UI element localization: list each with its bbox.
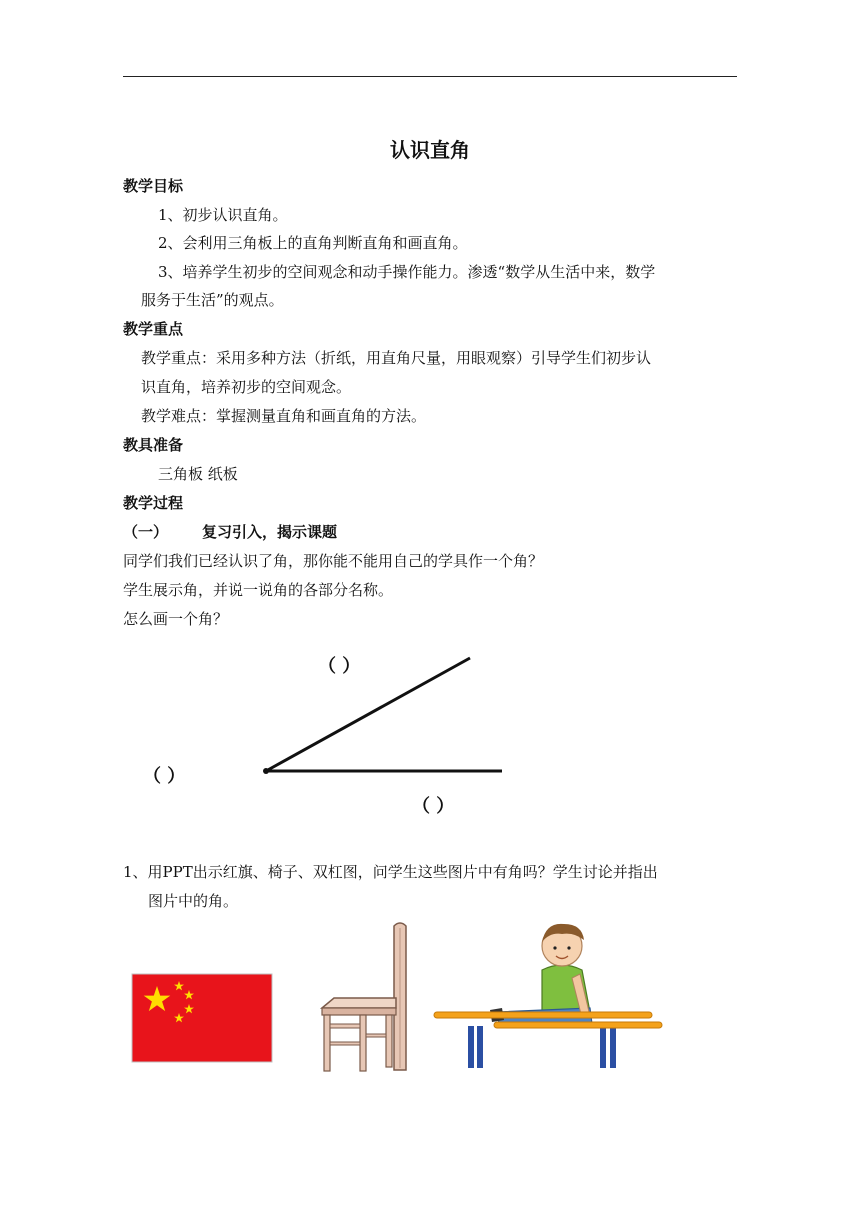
blank-lower-side: （ ） <box>412 796 455 817</box>
angle-side-upper <box>266 658 470 771</box>
materials-heading: 教具准备 <box>123 436 184 454</box>
key-point-line: 教学难点：掌握测量直角和画直角的方法。 <box>141 407 427 425</box>
key-point-line: 教学重点：采用多种方法（折纸，用直角尺量，用眼观察）引导学生们初步认 <box>141 349 652 367</box>
item1-line: 1、用PPT出示红旗、椅子、双杠图，问学生这些图片中有角吗？学生讨论并指出 <box>123 863 658 881</box>
parallel-bars-image <box>430 912 670 1072</box>
key-point-line: 识直角，培养初步的空间观念。 <box>141 378 352 396</box>
key-points-heading: 教学重点 <box>123 320 184 338</box>
page-title: 认识直角 <box>390 138 470 162</box>
objective-item: 3、培养学生初步的空间观念和动手操作能力。渗透“数学从生活中来，数学 <box>158 263 656 281</box>
chinese-flag-image <box>131 973 273 1063</box>
step-title: 复习引入，揭示课题 <box>202 523 338 541</box>
objective-item: 服务于生活”的观点。 <box>141 291 284 309</box>
process-line: 怎么画一个角？ <box>123 610 229 628</box>
blank-upper-side: （ ） <box>318 656 361 677</box>
process-line: 学生展示角，并说一说角的各部分名称。 <box>123 581 394 599</box>
angle-vertex <box>263 768 269 774</box>
process-heading: 教学过程 <box>123 494 184 512</box>
materials-text: 三角板 纸板 <box>158 465 238 483</box>
objectives-heading: 教学目标 <box>123 177 184 195</box>
chair-image <box>316 918 416 1073</box>
item1-line: 图片中的角。 <box>148 892 239 910</box>
step-number: （一） <box>123 523 169 541</box>
blank-vertex: （ ） <box>143 766 186 787</box>
header-rule <box>123 76 737 77</box>
objective-item: 1、初步认识直角。 <box>158 206 288 224</box>
objective-item: 2、会利用三角板上的直角判断直角和画直角。 <box>158 234 468 252</box>
process-line: 同学们我们已经认识了角，那你能不能用自己的学具作一个角？ <box>123 552 544 570</box>
